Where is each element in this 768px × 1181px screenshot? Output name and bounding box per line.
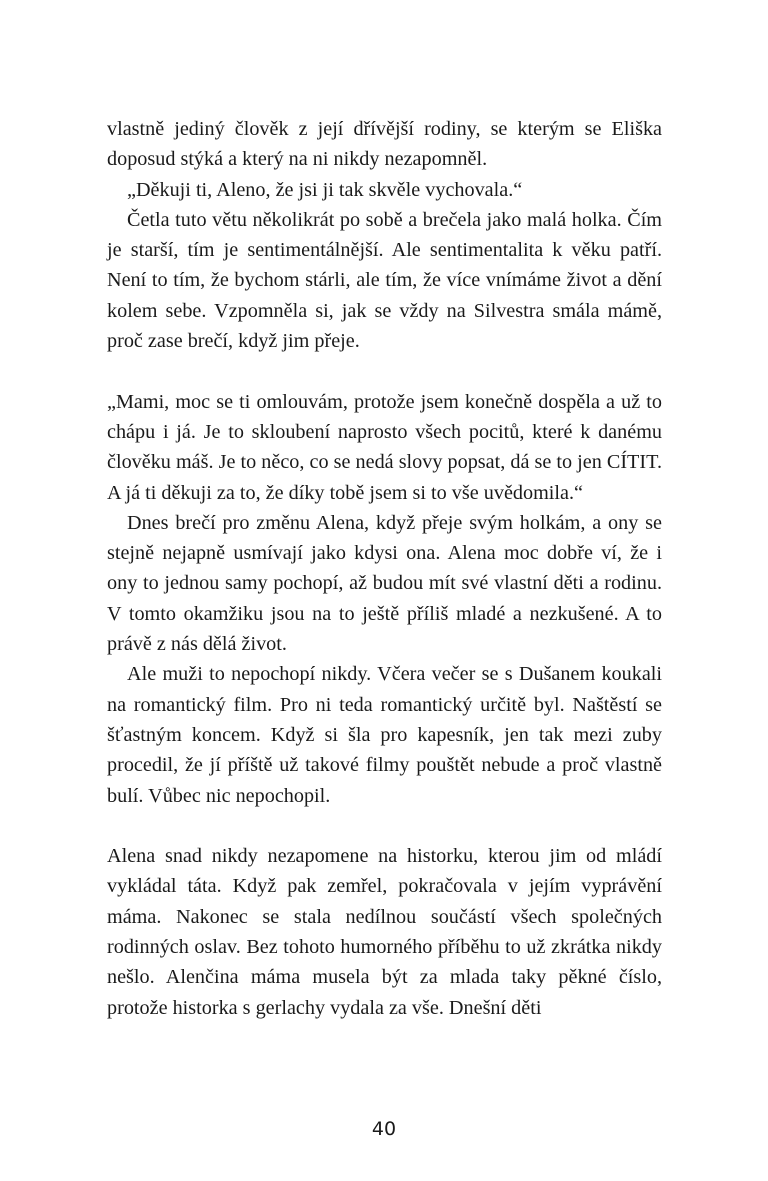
section-break xyxy=(107,356,662,386)
page-number: 40 xyxy=(371,1118,397,1140)
page-text xyxy=(107,114,662,1023)
paragraph: „Děkuji ti, Aleno, že jsi ji tak skvěle vychovala.“ xyxy=(127,178,523,201)
section-break xyxy=(107,811,662,841)
paragraph: Četla tuto větu několikrát po sobě a brečela jako malá holka. Čím je starší, tím je sentimentálnější. Ale sentimentalita k věku patří. Není to tím, že bychom stárli, ale tím, že více vnímáme život a dění kolem sebe. Vzpomněla si, jak se vždy na Silvestra smála mámě, proč zase brečí, když jim přeje. xyxy=(107,208,662,353)
paragraph: „Mami, moc se ti omlouvám, protože jsem konečně dospěla a už to chápu i já. Je to skloubení naprosto všech pocitů, které k danému člověku máš. Je to něco, co se nedá slovy popsat, dá se to jen CÍTIT. A já ti děkuji za to, že díky tobě jsem si to vše uvědomila.“ xyxy=(107,390,662,504)
paragraph: vlastně jediný člověk z její dřívější rodiny, se kterým se Eliška doposud stýká a který na ni nikdy nezapomněl. xyxy=(107,118,662,171)
paragraph: Dnes brečí pro změnu Alena, když přeje svým holkám, a ony se stejně nejapně usmívají jako kdysi ona. Alena moc dobře ví, že i ony to jednou samy pochopí, až budou mít své vlastní děti a rodinu. V tomto okamžiku jsou na to ještě příliš mladé a nezkušené. A to právě z nás dělá život. xyxy=(107,511,662,656)
paragraph: Ale muži to nepochopí nikdy. Včera večer se s Dušanem koukali na romantický film. Pro ni teda romantický určitě byl. Naštěstí se šťastným koncem. Když si šla pro kapesník, jen tak mezi zuby procedil, že jí příště už takové filmy pouštět nebude a proč vlastně bulí. Vůbec nic nepochopil. xyxy=(107,663,662,807)
paragraph: Alena snad nikdy nezapomene na historku, kterou jim od mládí vykládal táta. Když pak zemřel, pokračovala v jejím vyprávění máma. Nakonec se stala nedílnou součástí všech společných rodinných oslav. Bez tohoto humorného příběhu to už zkrátka nikdy nešlo. Alenčina máma musela být za mlada taky pěkné číslo, protože historka s gerlachy vydala za vše. Dnešní děti xyxy=(107,845,662,1019)
